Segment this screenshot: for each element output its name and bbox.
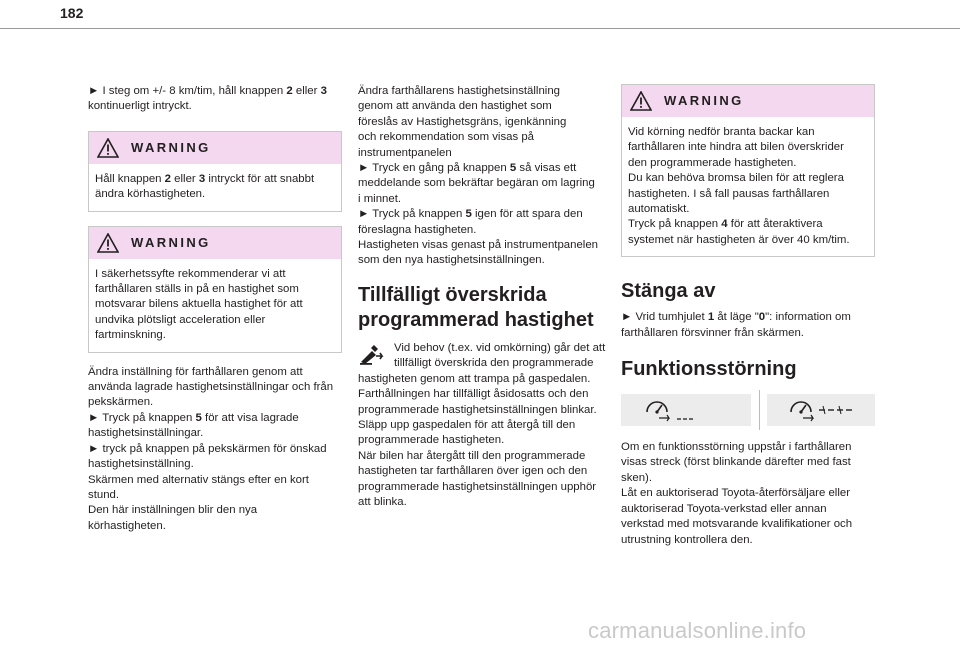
heading-line: Tillfälligt överskrida xyxy=(358,283,547,306)
warning-box-1 xyxy=(88,131,342,212)
fault-display-illustration xyxy=(621,390,875,434)
warning-triangle-icon xyxy=(630,91,652,111)
intro-key-3: 3 xyxy=(320,85,327,97)
body-text: så visas ett xyxy=(516,162,577,175)
warning-header xyxy=(89,227,341,259)
fault-divider xyxy=(759,390,760,430)
body-key-0: 0 xyxy=(758,311,766,324)
body-line: föreslagna hastigheten. xyxy=(358,223,477,236)
body-text: ► Tryck på knappen xyxy=(88,411,196,424)
body-line: som den nya hastighetsinställningen. xyxy=(358,254,545,267)
warning3-line: farthållaren inte hindra att bilen överskrider xyxy=(628,141,844,154)
warning-box-3 xyxy=(621,84,875,257)
warning3-line xyxy=(628,217,868,232)
warning3-line: den programmerade hastigheten. xyxy=(628,156,797,169)
accelerator-pedal-icon xyxy=(358,343,384,365)
page-number: 182 xyxy=(60,5,84,21)
heading-line: programmerad hastighet xyxy=(358,308,594,331)
body-text: igen för att spara den xyxy=(471,208,583,221)
body-line: föreslås av Hastighetsgräns, igenkänning xyxy=(358,115,567,128)
column-2 xyxy=(358,84,616,510)
body-line: instrumentpanelen xyxy=(358,146,452,159)
watermark: carmanualsonline.info xyxy=(588,618,807,643)
intro-text: ► I steg om +/- 8 km/tim, håll knappen xyxy=(88,85,287,97)
warning1-text: Håll knappen xyxy=(95,172,165,185)
warning3-line: systemet när hastigheten är över 40 km/tim. xyxy=(628,233,850,246)
body-line: Ändra inställning för farthållaren genom att xyxy=(88,365,303,378)
body-line xyxy=(88,411,342,426)
column-1 xyxy=(88,84,342,534)
warning3-text: Tryck på knappen xyxy=(628,218,722,231)
body-line: Ändra farthållarens hastighetsinställning xyxy=(358,85,560,97)
body-line: auktoriserad Toyota-verkstad eller annan xyxy=(621,502,827,515)
intro-paragraph xyxy=(88,84,342,115)
cruise-control-dashes-icon xyxy=(787,396,863,424)
body-key-5: 5 xyxy=(195,411,202,424)
body-line: och rekommendation som visas på xyxy=(358,131,535,144)
warning1-line-1 xyxy=(95,172,335,187)
warning1-text: eller xyxy=(171,172,199,185)
body-line: ► tryck på knappen på pekskärmen för önskad xyxy=(88,442,327,455)
fault-panel-left xyxy=(621,394,751,426)
body-line: Släpp upp gaspedalen för att återgå till den xyxy=(358,418,576,431)
body-line: Låt en auktoriserad Toyota-återförsäljare eller xyxy=(621,487,850,500)
body-line: stund. xyxy=(88,488,120,501)
body-line: Skärmen med alternativ stängs efter en kort xyxy=(88,473,309,486)
body-key-5: 5 xyxy=(509,162,517,175)
body-text: för att visa lagrade xyxy=(201,411,299,424)
warning3-text: för att återaktivera xyxy=(727,218,823,231)
body-line xyxy=(358,161,616,176)
warning1-text: intryckt för att snabbt xyxy=(205,172,315,185)
body-line: visas streck (först blinkande därefter med fast xyxy=(621,456,851,469)
body-line: Farthållningen har tillfälligt åsidosatts och den xyxy=(358,388,589,401)
body-line: genom att använda den hastighet som xyxy=(358,100,552,113)
body-line xyxy=(358,207,616,222)
body-line: Vid behov (t.ex. vid omkörning) går det att xyxy=(394,341,606,354)
malfunction-paragraph xyxy=(621,440,875,548)
warning2-line: I säkerhetssyfte rekommenderar vi att xyxy=(95,267,286,280)
body-line: verkstad med motsvarande kvalifikationer och xyxy=(621,518,853,531)
body-line: Den här inställningen blir den nya xyxy=(88,504,258,517)
body-text: ": information om xyxy=(765,311,851,324)
body-line: pekskärmen. xyxy=(88,396,154,409)
body-key-5: 5 xyxy=(465,208,472,221)
warning-triangle-icon xyxy=(97,233,119,253)
warning-title: WARNING xyxy=(131,139,211,155)
warning2-line: motsvarar bilens aktuella hastighet för att xyxy=(95,298,303,311)
exceed-paragraph xyxy=(358,341,616,510)
body-line: att blinka. xyxy=(358,495,407,508)
warning1-key-2: 2 xyxy=(164,172,172,185)
body-line: Hastigheten visas genast på instrumentpanelen xyxy=(358,239,598,252)
warning3-line: Du kan behöva bromsa bilen för att reglera xyxy=(628,172,844,185)
column-3 xyxy=(621,84,875,548)
body-line: hastigheten genom att trampa på gaspedalen. xyxy=(358,372,591,385)
warning1-key-3: 3 xyxy=(198,172,206,185)
intro-text: eller xyxy=(292,85,321,97)
body-line: När bilen har återgått till den programmerade xyxy=(358,449,586,462)
body-text: ► Tryck på knappen xyxy=(358,208,466,221)
body-line: programmerade hastighetsinställningen upphör xyxy=(358,480,597,493)
body-line: farthållaren försvinner från skärmen. xyxy=(621,326,804,339)
body-line: programmerade hastigheten. xyxy=(358,434,505,447)
body-line: körhastigheten. xyxy=(88,519,166,532)
body-text: ► Tryck en gång på knappen xyxy=(358,162,510,175)
fault-panel-right xyxy=(767,394,875,426)
body-key-1: 1 xyxy=(707,311,715,324)
body-line: Om en funktionsstörning uppstår i farthållaren xyxy=(621,441,852,454)
warning-header xyxy=(622,85,874,117)
settings-paragraph xyxy=(88,365,342,534)
warning-title: WARNING xyxy=(664,93,744,108)
section-heading-malfunction: Funktionsstörning xyxy=(621,358,797,381)
warning-box-2 xyxy=(88,226,342,353)
section-heading-exceed xyxy=(358,283,616,333)
warning2-line: farthållaren ställs in på en hastighet som xyxy=(95,283,299,296)
body-line: programmerade hastighetsinställningen blinkar. xyxy=(358,403,597,416)
warning2-line: undvika plötsligt acceleration eller xyxy=(95,313,266,326)
body-line: hastighetsinställning. xyxy=(88,458,194,471)
accelerator-hint xyxy=(358,341,616,510)
body-text: åt läge " xyxy=(714,311,759,324)
warning3-key-4: 4 xyxy=(721,218,728,231)
body-line: sken). xyxy=(621,471,653,484)
intro-line-1 xyxy=(88,84,342,99)
warning3-line: hastigheten. I så fall pausas farthållaren xyxy=(628,187,830,200)
body-line: tillfälligt överskrida den programmerade xyxy=(394,357,594,370)
warning3-line: automatiskt. xyxy=(628,203,690,216)
body-text: ► Vrid tumhjulet xyxy=(621,311,708,324)
warning-body xyxy=(89,259,341,352)
warning-header xyxy=(89,132,341,164)
warning-title: WARNING xyxy=(131,234,211,250)
warning-triangle-icon xyxy=(97,138,119,158)
body-line: hastigheten tar farthållaren över igen och den xyxy=(358,465,588,478)
warning1-line-2: ändra körhastigheten. xyxy=(95,188,206,201)
top-rule xyxy=(0,28,960,29)
body-line xyxy=(621,310,875,325)
section-heading-switch-off: Stänga av xyxy=(621,280,716,303)
warning3-line: Vid körning nedför branta backar kan xyxy=(628,126,815,138)
cruise-control-fault-icon xyxy=(643,396,695,424)
warning2-line: fartminskning. xyxy=(95,329,166,342)
intro-key-2: 2 xyxy=(286,85,293,97)
body-line: använda lagrade hastighetsinställningar och från xyxy=(88,381,334,394)
body-line: hastighetsinställningar. xyxy=(88,427,204,440)
switch-off-paragraph xyxy=(621,310,875,341)
warning-body xyxy=(622,117,874,256)
body-line: utrustning kontrollera den. xyxy=(621,533,753,546)
warning-body xyxy=(89,164,341,211)
intro-line-2: kontinuerligt intryckt. xyxy=(88,100,192,113)
suggested-speed-paragraph xyxy=(358,84,616,269)
body-line: i minnet. xyxy=(358,192,402,205)
body-line: meddelande som bekräftar begäran om lagring xyxy=(358,177,595,190)
